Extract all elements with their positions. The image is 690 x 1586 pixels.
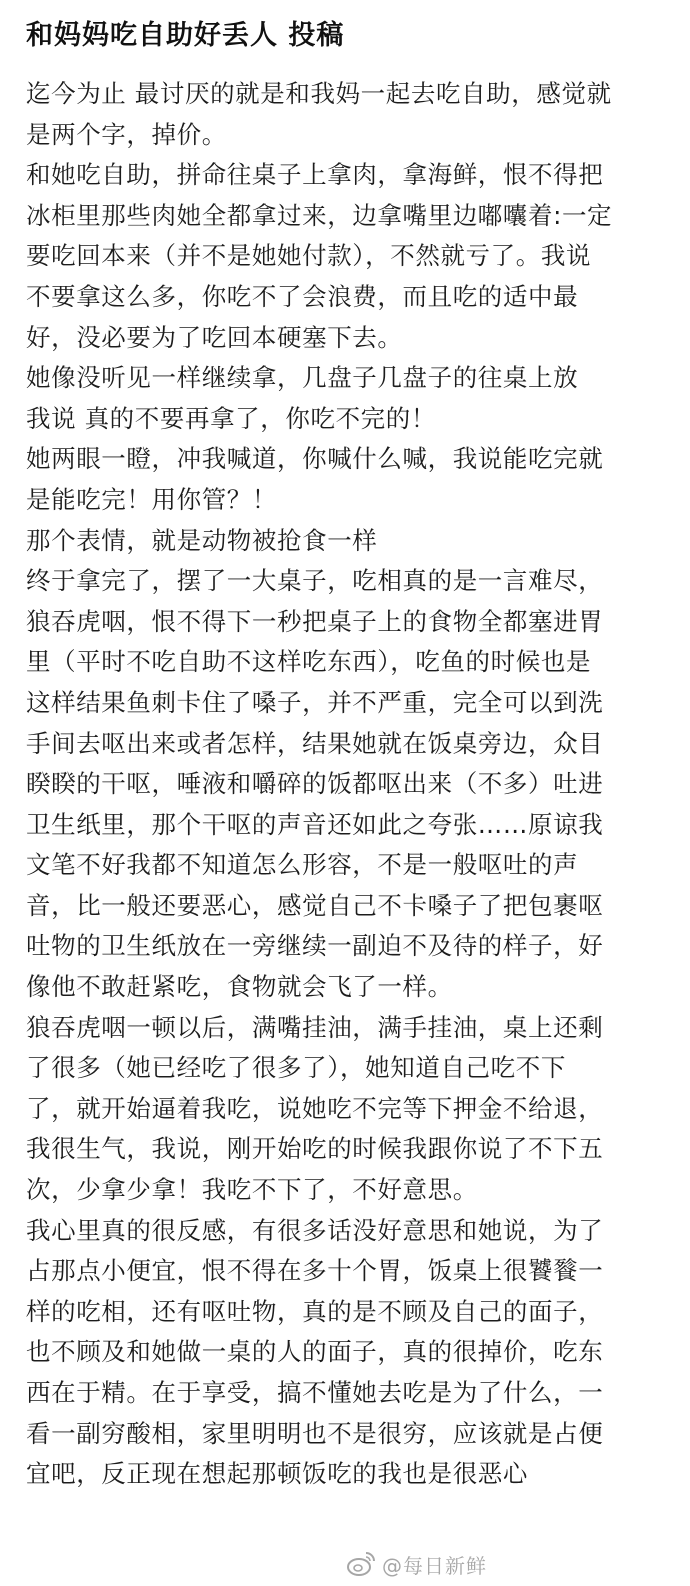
weibo-watermark <box>346 1546 487 1582</box>
body-line: 睽睽的干呕，唾液和嚼碎的饭都呕出来（不多）吐进 <box>26 769 604 799</box>
body-line: 文笔不好我都不知道怎么形容，不是一般呕吐的声 <box>26 850 579 880</box>
body-line: 西在于精。在于享受，搞不懂她去吃是为了什么，一 <box>26 1378 604 1407</box>
body-line: 音，比一般还要恶心，感觉自己不卡嗓子了把包裹呕 <box>26 890 604 920</box>
body-line: 我说 真的不要再拿了，你吃不完的！ <box>26 403 436 433</box>
body-line: 和她吃自助，拼命往桌子上拿肉，拿海鲜，恨不得把 <box>26 160 604 190</box>
body-line: 看一副穷酸相，家里明明也不是很穷，应该就是占便 <box>26 1418 604 1448</box>
body-line: 样的吃相，还有呕吐物，真的是不顾及自己的面子， <box>26 1296 604 1326</box>
body-line: 是两个字，掉价。 <box>26 119 227 149</box>
body-line: 狼吞虎咽，恨不得下一秒把桌子上的食物全都塞进胃 <box>26 606 604 636</box>
body-line: 这样结果鱼刺卡住了嗓子，并不严重，完全可以到洗 <box>26 687 604 717</box>
body-line: 要吃回本来（并不是她她付款），不然就亏了。我说 <box>26 241 592 271</box>
body-line: 那个表情，就是动物被抢食一样 <box>26 525 378 555</box>
post-body <box>26 74 664 1495</box>
post-title: 和妈妈吃自助好丢人 投稿 <box>26 20 345 51</box>
watermark-text: @每日新鲜 <box>382 1553 487 1578</box>
body-line: 她两眼一瞪，冲我喊道，你喊什么喊，我说能吃完就 <box>26 444 604 474</box>
body-line: 宜吧，反正现在想起那顿饭吃的我也是很恶心 <box>26 1459 528 1489</box>
body-line: 狼吞虎咽一顿以后，满嘴挂油，满手挂油，桌上还剩 <box>26 1012 604 1042</box>
body-line: 是能吃完！用你管？！ <box>26 484 277 514</box>
body-line: 了，就开始逼着我吃，说她吃不完等下押金不给退， <box>26 1093 604 1123</box>
body-line: 终于拿完了，摆了一大桌子，吃相真的是一言难尽， <box>26 566 604 596</box>
body-line: 像他不敢赶紧吃，食物就会飞了一样。 <box>26 972 453 1002</box>
body-line: 了很多（她已经吃了很多了），她知道自己吃不下 <box>26 1053 566 1083</box>
weibo-logo-icon <box>346 1549 376 1579</box>
body-line: 不要拿这么多，你吃不了会浪费，而且吃的适中最 <box>26 281 579 311</box>
body-line: 我心里真的很反感，有很多话没好意思和她说，为了 <box>26 1215 604 1245</box>
body-line: 我很生气，我说，刚开始吃的时候我跟你说了不下五 <box>26 1134 604 1164</box>
body-line: 手间去呕出来或者怎样，结果她就在饭桌旁边，众目 <box>26 728 604 758</box>
body-line: 占那点小便宜，恨不得在多十个胃，饭桌上很饕餮一 <box>26 1256 604 1286</box>
body-line: 迄今为止 最讨厌的就是和我妈一起去吃自助，感觉就 <box>26 79 612 108</box>
body-line: 吐物的卫生纸放在一旁继续一副迫不及待的样子，好 <box>26 931 604 961</box>
body-line: 里（平时不吃自助不这样吃东西），吃鱼的时候也是 <box>26 647 592 677</box>
body-line: 次，少拿少拿！我吃不下了，不好意思。 <box>26 1175 478 1205</box>
body-line: 卫生纸里，那个干呕的声音还如此之夸张……原谅我 <box>26 809 604 839</box>
body-line: 冰柜里那些肉她全都拿过来，边拿嘴里边嘟囔着:一定 <box>26 200 613 230</box>
body-line: 她像没听见一样继续拿，几盘子几盘子的往桌上放 <box>26 363 579 393</box>
body-line: 也不顾及和她做一桌的人的面子，真的很掉价，吃东 <box>26 1337 604 1367</box>
body-line: 好，没必要为了吃回本硬塞下去。 <box>26 322 403 352</box>
